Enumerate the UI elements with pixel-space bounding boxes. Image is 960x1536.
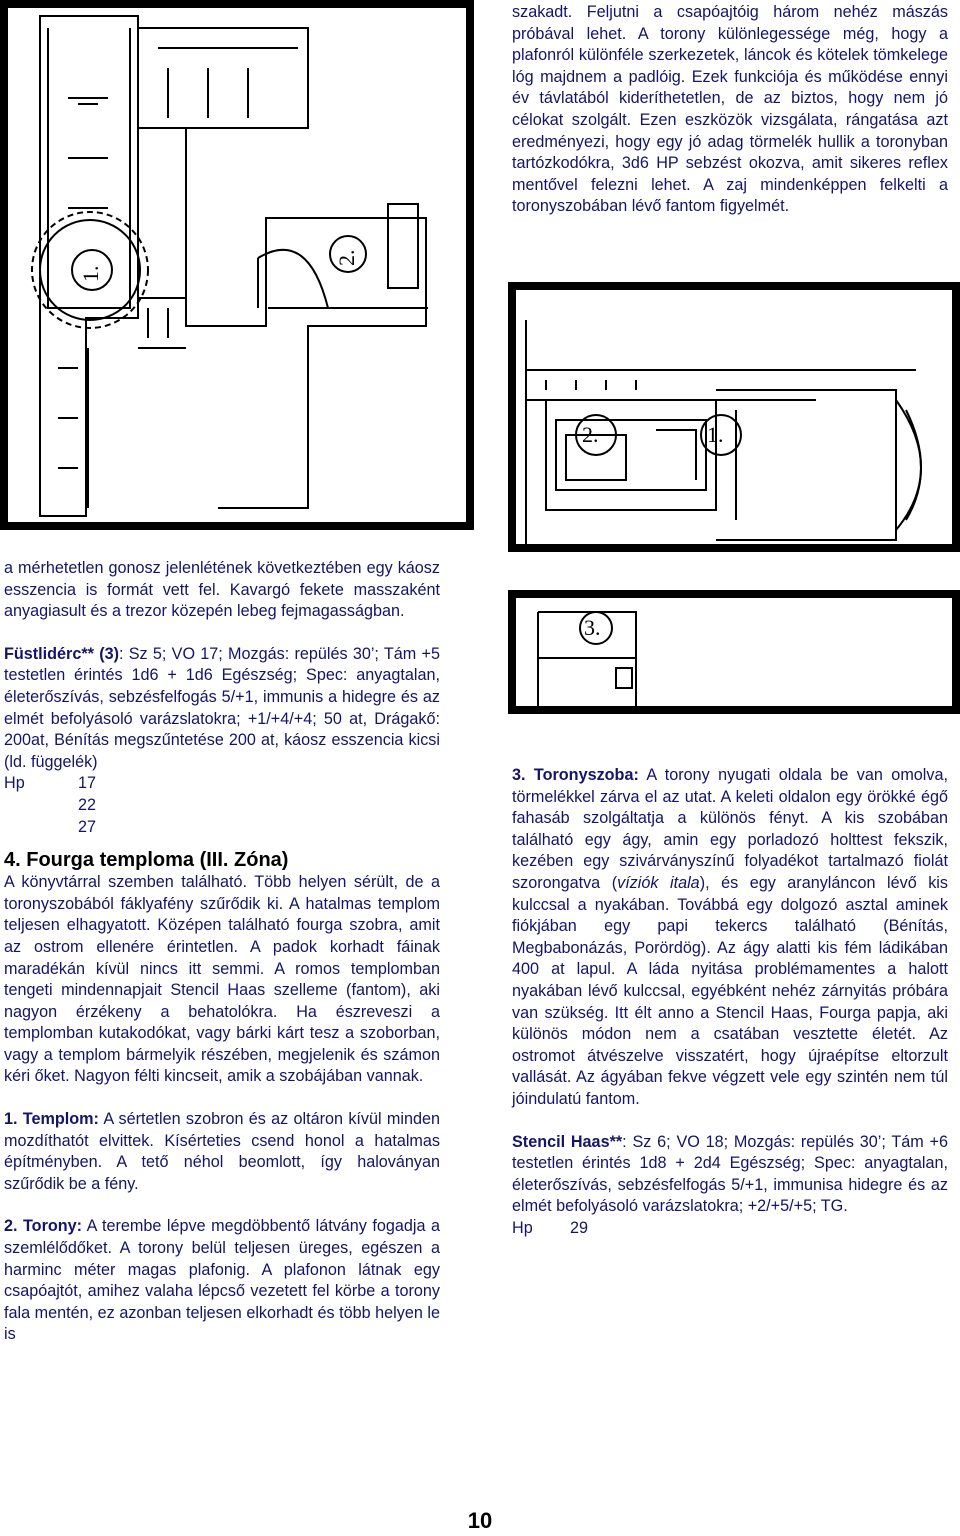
stencil-stat-block — [512, 1132, 948, 1218]
toronyszoba-title: 3. Toronyszoba: — [512, 766, 639, 784]
stencil-hp — [512, 1218, 948, 1240]
hp-label: Hp — [512, 1218, 533, 1237]
intro-paragraph: a mérhetetlen gonosz jelenlétének következtében egy káosz esszencia is formát vett fel. Kavargó fekete masszaként anyagiasult és a trezor közepén lebeg fejmagasságban. — [4, 559, 440, 621]
hp-label: Hp — [4, 774, 25, 793]
toronyszoba-paragraph — [512, 765, 948, 1111]
toronyszoba-body-2: ), és egy aranyláncon lévő kis kulccsal a nyakában. Továbbá egy dolgozó asztal aminek fiókjában egy papi tekercs található (Bénítás, Megbabonázás, Porördög). Az ágy alatti kis fém ládikában 400 at lapul. A láda nyitása problémamentes a halott nyakában lévő kulccsal, egyébként nehéz zárnyitás próbára van szükség. Itt élt anno a Stencil Haas, Fourga papja, aki különös módon nem a csatában vesztette életét. Az ostromot átvészelve visszatért, hogy újraépítse eltorzult vallását. Az ágyában fekve végzett vele egy szintén nem túl jóindulatú fantom. — [512, 873, 948, 1108]
fustliderc-stats: : Sz 5; VO 17; Mozgás: repülés 30’; Tám +5 testetlen érintés 1d6 + 1d6 Egészség; Spec: anyagtalan, életerőszívás, sebzésfelfogás 5/+1, immunis a hidegre és az elmét befolyásoló varázslatokra; +1/+4/+4; 50 at, Drágakő: 200at, Bénítás megszűntetése 200 at, káosz esszencia kicsi (ld. függelék) — [4, 644, 440, 771]
map-small-frame — [508, 590, 960, 714]
tower-room-plan — [516, 598, 952, 706]
templom-title: 1. Templom: — [4, 1110, 99, 1129]
hp-value: 29 — [570, 1218, 589, 1237]
map2-label-2: 2. — [582, 422, 599, 447]
right-column — [512, 765, 948, 1239]
toronyszoba-italic: víziók itala — [617, 873, 700, 892]
fustliderc-hp — [4, 773, 440, 838]
templom-paragraph — [4, 1109, 440, 1195]
floor-plan-horizontal — [516, 290, 952, 544]
floor-plan-rotated — [8, 8, 466, 522]
map2-label-1: 1. — [707, 422, 724, 447]
map-top-left-frame — [0, 0, 474, 530]
hp-value: 27 — [78, 817, 97, 836]
toronyszoba-body-1: A torony nyugati oldala be van omolva, törmelékkel zárva el az utat. A keleti oldalon egy örökké égő fahasáb szolgáltatja a különös fényt. A kis szobában található egy ágy, amin egy porladozó holttest fekszik, kezében egy szivárványszínű folyadékot tartalmazó fiolát szorongatva ( — [512, 766, 948, 892]
templom-body: A sértetlen szobron és az oltáron kívül minden mozdíthatót elvittek. Kísérteties csend honol a hatalmas építményben. A tető néhol beomlott, így haloványan szűrődik be a fény. — [4, 1110, 440, 1193]
torony-body: A terembe lépve megdöbbentő látvány fogadja a szemlélődőket. A torony belül teljesen üreges, egészen a harminc méter magas plafonig. A plafonon látnak egy csapóajtót, amihez valaha lépcső vezetett fel körbe a torony fala mentén, ez azonban teljesen elkorhadt és több helyen le is — [4, 1217, 440, 1344]
right-top-column — [512, 2, 948, 218]
map3-label-3: 3. — [584, 615, 601, 640]
hp-value: 22 — [78, 795, 97, 814]
left-column — [4, 558, 440, 1346]
map1-label-1: 1. — [78, 265, 103, 282]
section-heading: 4. Fourga temploma (III. Zóna) — [4, 849, 289, 872]
fustliderc-stat-block — [4, 644, 440, 774]
stencil-name: Stencil Haas** — [512, 1132, 623, 1151]
map1-label-2: 2. — [334, 249, 359, 266]
torony-title: 2. Torony: — [4, 1217, 83, 1236]
map-right-frame — [508, 282, 960, 552]
stencil-stats: : Sz 6; VO 18; Mozgás: repülés 30’; Tám +6 testetlen érintés 1d8 + 2d4 Egészség; Spec: anyagtalan, életerőszívás, sebzésfelfogás 5/+1, immunisa hidegre és az elmét befolyásoló varázslatokra; +2/+5/+5; TG. — [512, 1132, 948, 1216]
torony-paragraph — [4, 1216, 440, 1346]
page-number: 10 — [467, 1508, 493, 1533]
hp-value: 17 — [78, 774, 97, 793]
right-top-paragraph: szakadt. Feljutni a csapóajtóig három nehéz mászás próbával lehet. A torony különlegessége még, hogy a plafonról különféle szerkezetek, láncok és kötelek tömkelege lóg majdnem a padlóig. Ezek funkciója és működése ennyi év távlatából kideríthetetlen, de az biztos, hogy nem jó célokat szolgált. Ezen eszközök vizsgálata, rángatása azt eredményezi, hogy egy jó adag törmelék hullik a toronyban tartózkodókra, 3d6 HP sebzést okozva, amit sikeres reflex mentővel felezni lehet. A zaj mindenképpen felkelti a toronyszobában lévő fantom figyelmét. — [512, 3, 948, 216]
fustliderc-name: Füstlidérc** (3) — [4, 644, 119, 663]
section-body: A könyvtárral szemben található. Több helyen sérült, de a toronyszobából fáklyafény szűrődik ki. A hatalmas templom teljesen elhagyatott. Középen található fourga szobra, amit az ostrom ellenére érintetlen. A padok korhadt fáinak maradékán kívül nincs itt semmi. A romos templomban tengeti mindennapjait Stencil Haas szelleme (fantom), aki nagyon érzékeny a behatolókra. Ha észreveszi a templomban kutakodókat, vagy bárki kárt tesz a szoborban, vagy a templom bármelyik részében, megjelenik és számon kéri őket. Nagyon félti kincseit, amik a szobájában vannak. — [4, 873, 440, 1086]
